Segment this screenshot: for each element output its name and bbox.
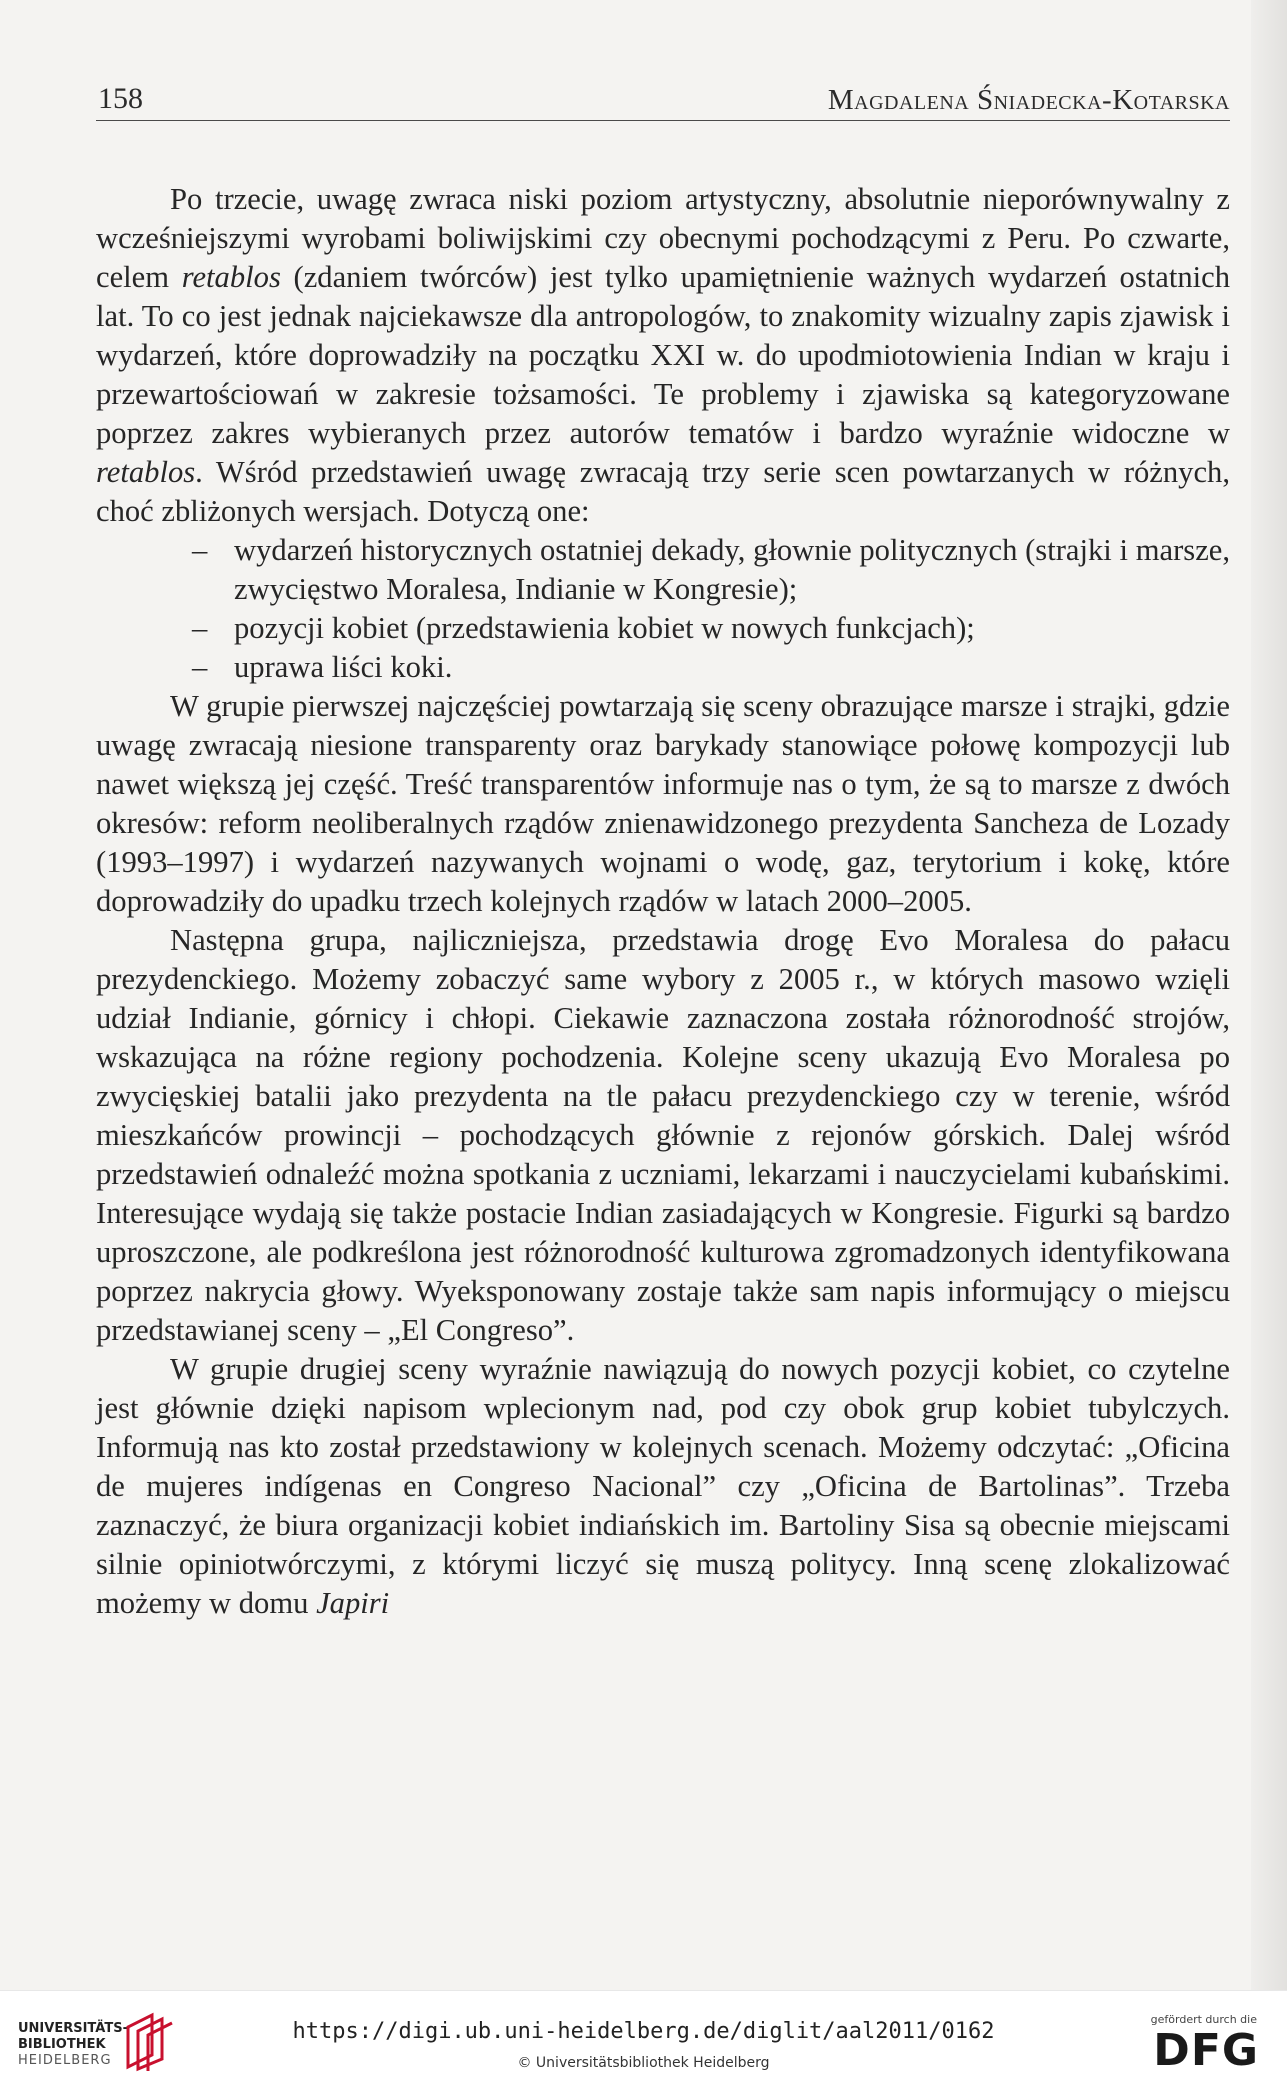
list-item-text: wydarzeń historycznych ostatniej dekady, głownie politycznych (strajki i marsze, zwycięstwo Moralesa, Indianie w Kongresie); [234, 533, 1230, 606]
copyright-notice: © Universitätsbibliothek Heidelberg [517, 2055, 770, 2071]
list-dash: – [192, 533, 208, 567]
list-item [96, 648, 1230, 687]
library-name-line-3: HEIDELBERG [18, 2053, 112, 2068]
digitization-footer [0, 1990, 1287, 2090]
paragraph-2: W grupie pierwszej najczęściej powtarzają się sceny obrazujące marsze i strajki, gdzie uwagę zwracają niesione transparenty oraz barykady stanowiące połowę kompozycji lub nawet większą jej część. Treść transparentów informuje nas o tym, że są to marsze z dwóch okresów: reform neoliberalnych rządów znienawidzonego prezydenta Sancheza de Lozady (1993–1997) i wydarzeń nazywanych wojnami o wodę, gaz, terytorium i kokę, które doprowadziły do upadku trzech kolejnych rządów w latach 2000–2005. [96, 689, 1230, 918]
paragraph-3: Następna grupa, najliczniejsza, przedstawia drogę Evo Moralesa do pałacu prezydenckiego. Możemy zobaczyć same wybory z 2005 r., w których masowo wzięli udział Indianie, górnicy i chłopi. Ciekawie zaznaczona została różnorodność strojów, wskazująca na różne regiony pochodzenia. Kolejne sceny ukazują Evo Moralesa po zwycięskiej batalii jako prezydenta na tle pałacu prezydenckiego czy w terenie, wśród mieszkańców prowincji – pochodzących głównie z rejonów górskich. Dalej wśród przedstawień odnaleźć można spotkania z uczniami, lekarzami i nauczycielami kubańskimi. Interesujące wydają się także postacie Indian zasiadających w Kongresie. Figurki są bardzo uproszczone, ale podkreślona jest różnorodność kulturowa zgromadzonych identyfikowana poprzez nakrycia głowy. Wyeksponowany zostaje także sam napis informujący o miejscu przedstawianej sceny – „El Congreso”. [96, 923, 1230, 1347]
page-header [96, 78, 1230, 121]
library-name-line-1: UNIVERSITÄTS- [18, 2021, 128, 2036]
list-item-text: uprawa liści koki. [234, 650, 453, 684]
body-text [96, 180, 1230, 1623]
list-dash: – [192, 611, 208, 645]
paragraph-1-text-c: (zdaniem twórców) jest tylko upamiętnienie ważnych wydarzeń ostatnich lat. To co jest jednak najciekawsze dla antropologów, to znakomity wizualny zapis zjawisk i wydarzeń, które doprowadziły na początku XXI w. do upodmiotowienia Indian w kraju i przewartościowań w zakresie tożsamości. Te problemy i zjawiska są kategoryzowane poprzez zakres wybieranych przez autorów tematów i bardzo wyraźnie widoczne w [96, 260, 1230, 450]
paragraph-1-text-e: . Wśród przedstawień uwagę zwracają trzy serie scen powtarzanych w różnych, choć zbliżonych wersjach. Dotyczą one: [96, 455, 1230, 528]
paragraph-4-text-a: W grupie drugiej sceny wyraźnie nawiązują do nowych pozycji kobiet, co czytelne jest głównie dzięki napisom wplecionym nad, pod czy obok grup kobiet tubylczych. Informują nas kto został przedstawiony w kolejnych scenach. Możemy odczytać: „Oficina de mujeres indígenas en Congreso Nacional” czy „Oficina de Bartolinas”. Trzeba zaznaczyć, że biura organizacji kobiet indiańskich im. Bartoliny Sisa są obecnie miejscami silnie opiniotwórczymi, z którymi liczyć się muszą politycy. Inną scenę zlokalizować możemy w domu [96, 1352, 1230, 1620]
dfg-logo: DFG [1153, 2025, 1259, 2076]
running-head: Magdalena Śniadecka-Kotarska [827, 84, 1230, 116]
funder-note: gefördert durch die [1150, 2013, 1257, 2026]
paragraph-4 [96, 1350, 1230, 1623]
paragraph-1-text-a: Po trzecie, uwagę zwraca niski poziom artystyczny, absolutnie nieporównywalny z wcześniejszymi wyrobami boliwijskimi czy obecnymi pochodzącymi z Peru. Po czwarte, celem [96, 182, 1230, 294]
list-item-text: pozycji kobiet (przedstawienia kobiet w nowych funkcjach); [234, 611, 975, 645]
list-item [96, 609, 1230, 648]
list-item [96, 531, 1230, 609]
japiri-term: Japiri [316, 1586, 390, 1620]
retablos-term: retablos [181, 260, 281, 294]
topic-list [96, 531, 1230, 687]
paragraph-1 [96, 180, 1230, 531]
retablos-term: retablos [96, 455, 196, 489]
page-number: 158 [98, 82, 143, 115]
page-edge [1251, 0, 1287, 1990]
library-name-line-2: BIBLIOTHEK [18, 2037, 106, 2052]
permalink-url[interactable]: https://digi.ub.uni-heidelberg.de/diglit/aal2011/0162 [292, 2019, 995, 2044]
list-dash: – [192, 650, 208, 684]
